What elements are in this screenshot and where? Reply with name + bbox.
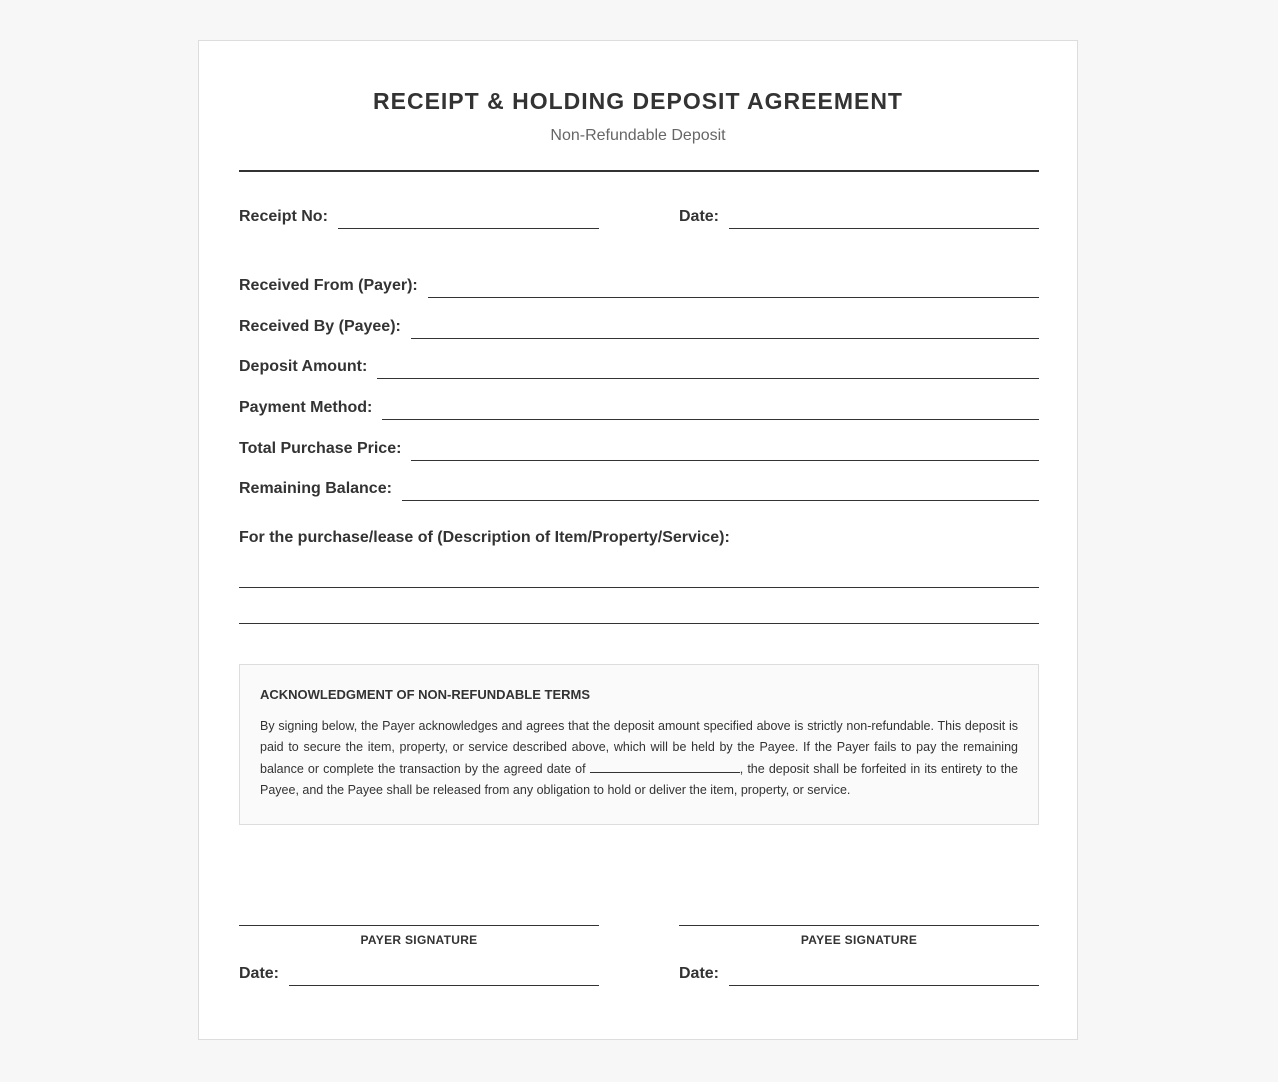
agreed-date-input[interactable] [590, 758, 740, 773]
terms-body [260, 716, 1018, 801]
description-label: For the purchase/lease of (Description of Item/Property/Service): [239, 529, 730, 546]
payee-date-field[interactable] [679, 958, 1039, 986]
document-title: RECEIPT & HOLDING DEPOSIT AGREEMENT [373, 88, 903, 114]
receipt-no-input[interactable] [338, 200, 599, 229]
received-from-label: Received From (Payer): [239, 277, 418, 294]
terms-box [239, 664, 1039, 825]
header-divider [239, 170, 1039, 172]
payer-date-field[interactable] [239, 958, 599, 986]
total-purchase-price-label: Total Purchase Price: [239, 440, 402, 457]
total-purchase-price-input[interactable] [411, 432, 1039, 461]
payment-method-label: Payment Method: [239, 399, 373, 416]
terms-text-part-1: By signing below, the Payer acknowledges and agrees that the deposit amount specified above is strictly non-refundable. This deposit is paid to secure the item, property, or service described above, which will be held by the Payee. If the Payer fails to pay the remaining balance or complete the transaction by the agreed date of [260, 719, 1018, 776]
deposit-amount-input[interactable] [377, 350, 1039, 379]
total-purchase-price-field[interactable] [239, 433, 1039, 461]
received-by-label: Received By (Payee): [239, 318, 401, 335]
received-by-input[interactable] [411, 310, 1039, 339]
remaining-balance-input[interactable] [402, 472, 1039, 501]
payee-date-input[interactable] [729, 957, 1039, 986]
date-input[interactable] [729, 200, 1039, 229]
receipt-no-field[interactable] [239, 201, 599, 229]
terms-title: ACKNOWLEDGMENT OF NON-REFUNDABLE TERMS [260, 687, 591, 702]
payee-date-label: Date: [679, 965, 720, 982]
terms-text-part-2: , the deposit shall be forfeited in its entirety to the Payee, and the Payee shall be released from any obligation to hold or deliver the item, property, or service. [260, 762, 1019, 797]
receipt-no-label: Receipt No: [239, 208, 328, 225]
received-by-field[interactable] [239, 311, 1039, 339]
description-line-1[interactable] [239, 587, 1039, 588]
date-field[interactable] [679, 201, 1039, 229]
payee-signature-caption: PAYEE SIGNATURE [800, 933, 918, 947]
payer-signature-caption: PAYER SIGNATURE [360, 933, 478, 947]
deposit-amount-field[interactable] [239, 351, 1039, 379]
payer-date-label: Date: [239, 965, 280, 982]
remaining-balance-field[interactable] [239, 473, 1039, 501]
payment-method-field[interactable] [239, 392, 1039, 420]
deposit-amount-label: Deposit Amount: [239, 358, 368, 375]
remaining-balance-label: Remaining Balance: [239, 480, 392, 497]
payer-date-input[interactable] [289, 957, 599, 986]
document-page [198, 40, 1078, 1040]
payee-signature-line[interactable] [679, 925, 1039, 926]
payment-method-input[interactable] [382, 391, 1039, 420]
date-label: Date: [679, 208, 720, 225]
received-from-input[interactable] [428, 269, 1039, 298]
received-from-field[interactable] [239, 270, 1039, 298]
payer-signature-line[interactable] [239, 925, 599, 926]
document-subtitle: Non-Refundable Deposit [550, 127, 726, 144]
description-line-2[interactable] [239, 623, 1039, 624]
